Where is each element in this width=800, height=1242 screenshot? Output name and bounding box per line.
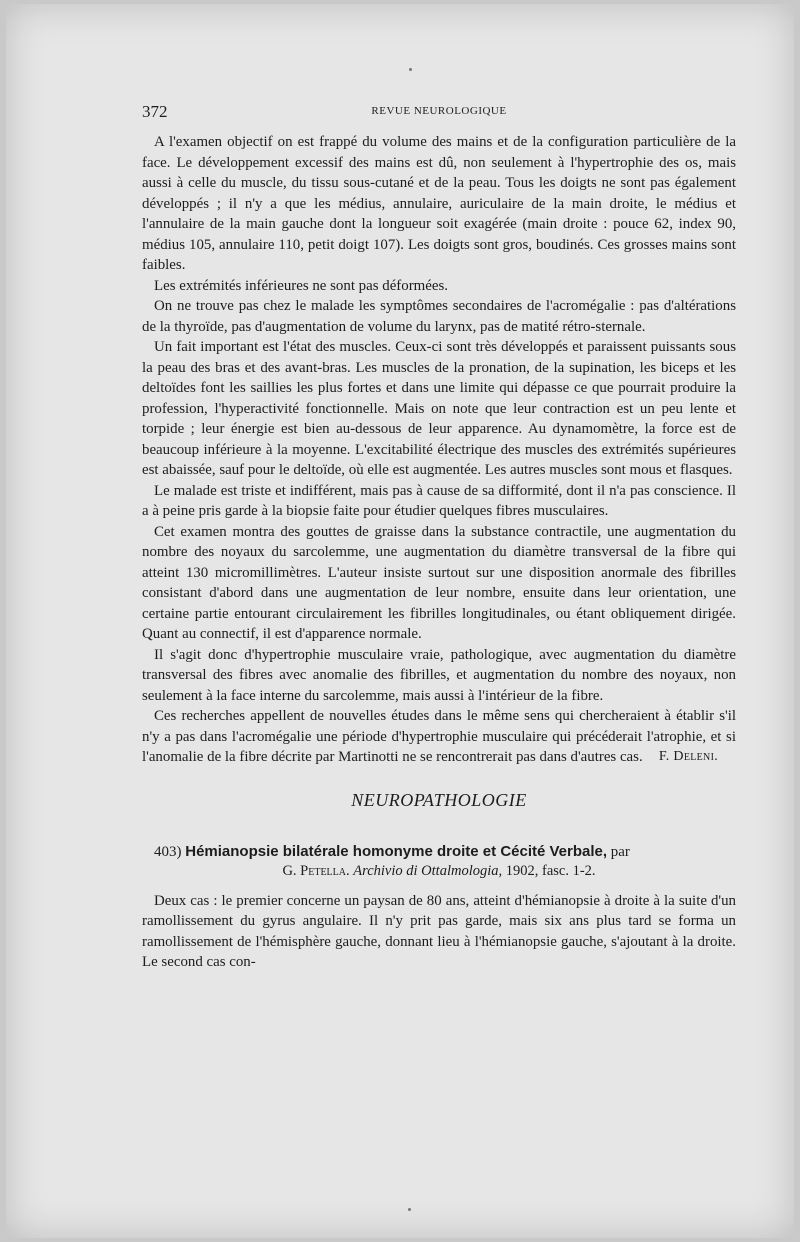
article-heading xyxy=(142,842,736,862)
article-par: par xyxy=(610,843,630,860)
page-body xyxy=(142,132,736,973)
article-citation xyxy=(142,862,736,881)
paragraph-8-text: Ces recherches appellent de nouvelles études dans le même sens qui chercheraient à établir s'il n'y a pas dans l'acromégalie une période d'hypertrophie musculaire qui précéderait l'atrophie, et si l'anomalie de la fibre décrite par Martinotti ne se rencontrerait pas dans d'autres cas. xyxy=(142,708,736,765)
paragraph-7: Il s'agit donc d'hypertrophie musculaire vraie, pathologique, avec augmentation du diamètre transversal des fibres avec anomalie des fibrilles, et augmentation du nombre des noyaux, non seulement à la face interne du sarcolemme, mais aussi à l'intérieur de la fibre. xyxy=(142,646,736,704)
article-year: 1902, fasc. 1-2. xyxy=(505,862,596,879)
running-title: REVUE NEUROLOGIQUE xyxy=(371,105,507,117)
article-author: G. Petella. xyxy=(282,862,350,879)
paragraph-1: A l'examen objectif on est frappé du volume des mains et de la configuration particulière de la face. Le développement excessif des mains est dû, non seulement à l'hypertrophie des os, mais aussi à celle du muscle, du tissu sous-cutané et de la peau. Tous les doigts ne sont pas également développés ; il n'y a que les médius, annulaire, auriculaire de la main droite, le médius et l'annulaire de la main gauche dont la longueur soit exagérée (main droite : pouce 62, index 90, médius 105, annulaire 110, petit doigt 107). Les doigts sont gros, boudinés. Ces grosses mains sont faibles. xyxy=(142,134,736,273)
article-number: 403) xyxy=(154,843,182,860)
page-number: 372 xyxy=(142,102,168,121)
article-body: Deux cas : le premier concerne un paysan de 80 ans, atteint d'hémianopsie à droite à la suite d'un ramollissement du gyrus angulaire. Il n'y prit pas garde, mais six ans plus tard se forma un ramollissement de l'hémisphère gauche, donnant lieu à l'hémianopsie gauche, s'ajoutant à la droite. Le second cas con- xyxy=(142,892,736,970)
article-title: Hémianopsie bilatérale homonyme droite et Cécité Verbale, xyxy=(185,842,608,860)
paragraph-2: Les extrémités inférieures ne sont pas déformées. xyxy=(154,277,448,294)
page-header xyxy=(142,102,736,124)
paragraph-4: Un fait important est l'état des muscles. Ceux-ci sont très développés et paraissent puissants sous la peau des bras et des avant-bras. Les muscles de la pronation, de la supination, les biceps et les deltoïdes font les saillies les plus fortes et dans une limite qui dépasse ce que pourrait produire la profession, l'hyperactivité fonctionnelle. Mais on note que leur contraction est un peu lente et torpide ; leur énergie est bien au-dessous de leur apparence. Au dynamomètre, la force est de beaucoup inférieure à la moyenne. L'excitabilité électrique des muscles des extrémités supérieures est abaissée, sauf pour le deltoïde, où elle est augmentée. Les autres muscles sont mous et flasques. xyxy=(142,339,736,478)
signature: F. Deleni. xyxy=(658,749,718,764)
scan-speck xyxy=(409,68,412,71)
article-journal: Archivio di Ottalmologia, xyxy=(353,862,503,879)
paragraph-6: Cet examen montra des gouttes de graisse dans la substance contractile, une augmentation du nombre des noyaux du sarcolemme, une augmentation du diamètre transversal de la fibre qui atteint 130 micromillimètres. L'auteur insiste surtout sur une disposition anormale des fibrilles consistant d'abord dans une augmentation de leur nombre, ensuite dans leur orientation, une certaine partie entourant circulairement les fibrilles longitudinales, ou étant obliquement dirigée. Quant au connectif, il est d'apparence normale. xyxy=(142,523,736,642)
paragraph-5: Le malade est triste et indifférent, mais pas à cause de sa difformité, dont il n'a pas conscience. Il a à peine pris garde à la biopsie faite pour étudier quelques fibres musculaires. xyxy=(142,482,736,519)
section-title: NEUROPATHOLOGIE xyxy=(351,789,527,810)
paragraph-8 xyxy=(142,706,736,768)
scan-speck xyxy=(408,1208,411,1211)
scanned-page xyxy=(6,4,794,1238)
paragraph-3: On ne trouve pas chez le malade les symptômes secondaires de l'acromégalie : pas d'altérations de la thyroïde, pas d'augmentation de volume du larynx, pas de matité rétro-sternale. xyxy=(142,298,736,335)
